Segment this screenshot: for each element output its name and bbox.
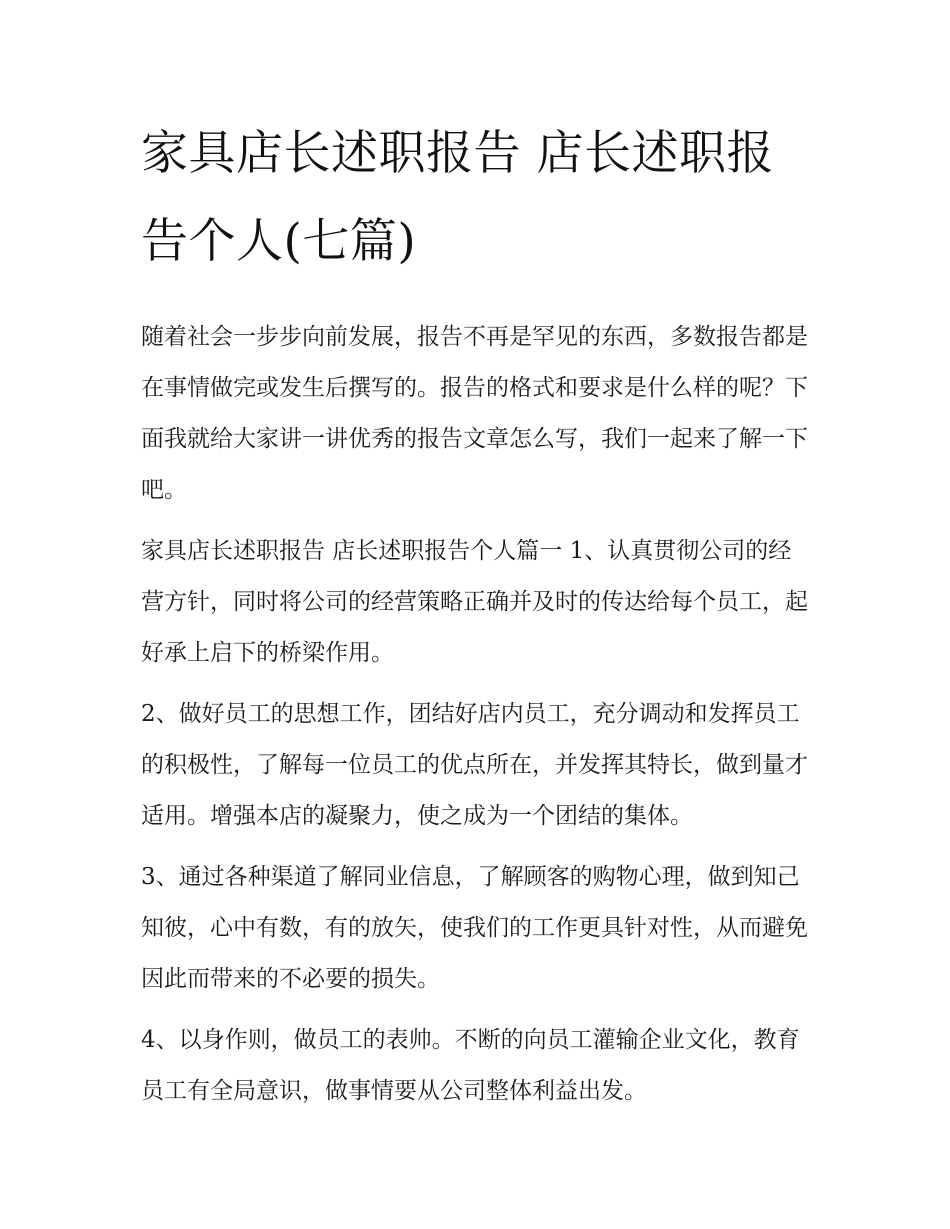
- document-body: [141, 110, 813, 1117]
- paragraph-intro: 随着社会一步步向前发展，报告不再是罕见的东西，多数报告都是在事情做完或发生后撰写的。报告的格式和要求是什么样的呢？下面我就给大家讲一讲优秀的报告文章怎么写，我们一起来了解一下吧。: [141, 324, 808, 503]
- paragraph-item-4: 4、以身作则，做员工的表帅。不断的向员工灌输企业文化，教育员工有全局意识，做事情要从公司整体利益出发。: [141, 1027, 800, 1104]
- paragraph-item-1: 家具店长述职报告 店长述职报告个人篇一 1、认真贯彻公司的经营方针，同时将公司的经营策略正确并及时的传达给每个员工，起好承上启下的桥梁作用。: [141, 538, 808, 666]
- document-title: 家具店长述职报告 店长述职报告个人(七篇): [141, 126, 774, 269]
- paragraph-item-2: 2、做好员工的思想工作，团结好店内员工，充分调动和发挥员工的积极性，了解每一位员工的优点所在，并发挥其特长，做到量才适用。增强本店的凝聚力，使之成为一个团结的集体。: [141, 701, 808, 829]
- paragraph-item-3: 3、通过各种渠道了解同业信息，了解顾客的购物心理，做到知己知彼，心中有数，有的放矢，使我们的工作更具针对性，从而避免因此而带来的不必要的损失。: [141, 864, 808, 992]
